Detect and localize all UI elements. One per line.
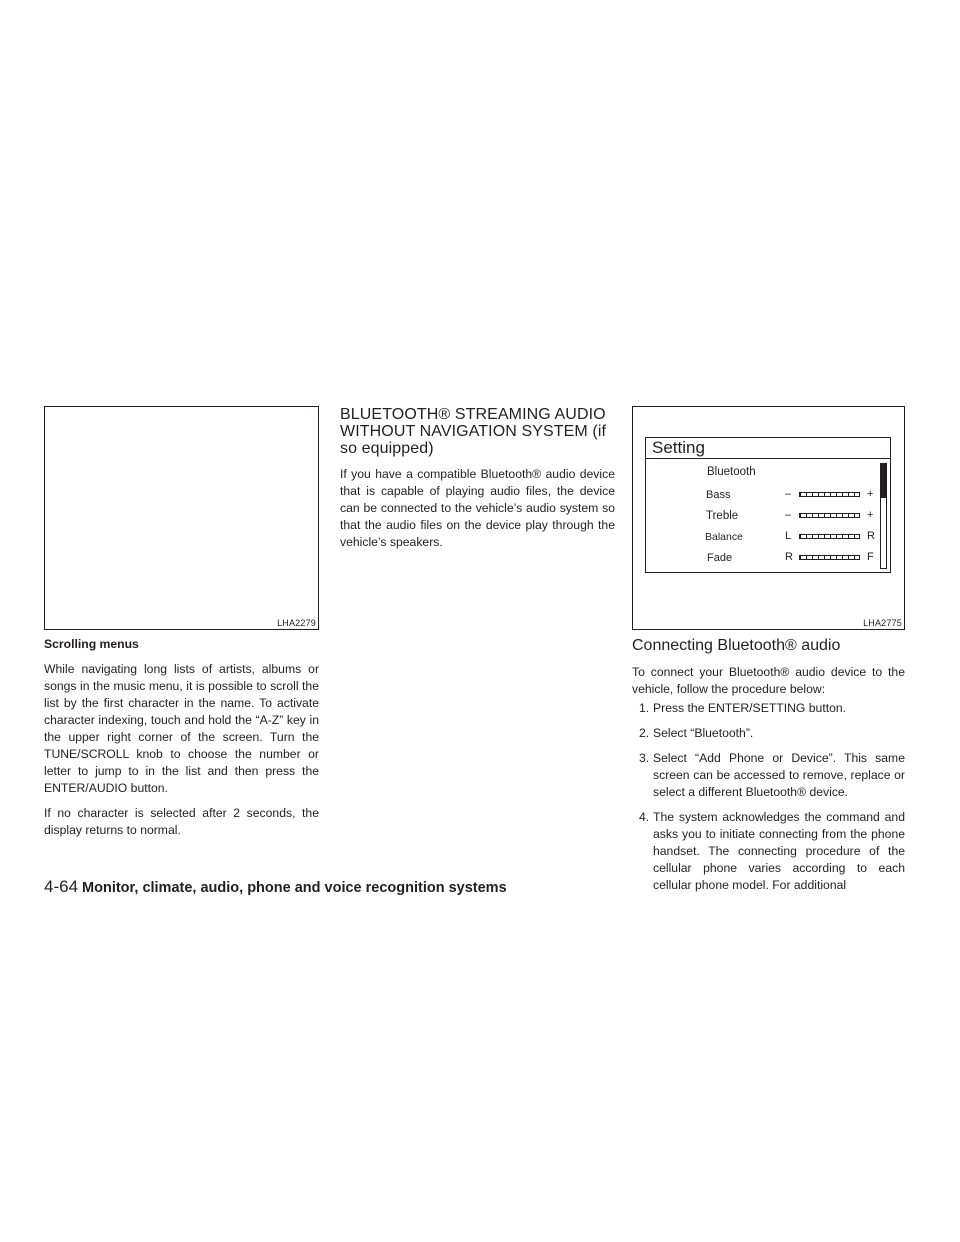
setting-screen bbox=[645, 437, 891, 573]
paragraph: If you have a compatible Bluetooth® audio device that is capable of playing audio files, the device can be connected to the vehicle’s audio system so that the audio files on the device play through the vehicle’s speakers. bbox=[340, 467, 615, 549]
setting-row-label: Fade bbox=[707, 552, 733, 564]
minus-icon: – bbox=[785, 488, 792, 500]
scrollbar[interactable] bbox=[880, 463, 887, 569]
setting-row-bass[interactable] bbox=[646, 486, 890, 504]
plus-icon: + bbox=[867, 488, 874, 500]
setting-title: Setting bbox=[652, 438, 705, 457]
step-text: The system acknowledges the command and asks you to initiate connecting from the phone handset. The connecting procedure of the cellular phone varies according to each cellular phone model. For additional bbox=[653, 810, 905, 892]
setting-title-bar bbox=[646, 438, 890, 459]
setting-row-treble[interactable] bbox=[646, 507, 890, 525]
plus-icon: + bbox=[867, 509, 874, 521]
step-item bbox=[632, 725, 905, 742]
middle-column bbox=[340, 406, 615, 559]
figure-code: LHA2279 bbox=[277, 618, 316, 628]
chapter-title: Monitor, climate, audio, phone and voice recognition systems bbox=[82, 880, 507, 896]
subsection-title: Connecting Bluetooth® audio bbox=[632, 637, 841, 654]
paragraph: If no character is selected after 2 seconds, the display returns to normal. bbox=[44, 806, 319, 837]
step-text: Select “Bluetooth”. bbox=[653, 726, 754, 740]
paragraph: To connect your Bluetooth® audio device to the vehicle, follow the procedure below: bbox=[632, 665, 905, 696]
section-title-line: WITHOUT NAVIGATION SYSTEM (if bbox=[340, 423, 607, 440]
setting-row-label: Treble bbox=[706, 510, 739, 522]
step-number: 3. bbox=[639, 751, 650, 765]
setting-row-bluetooth[interactable] bbox=[646, 463, 890, 481]
page-footer bbox=[44, 877, 507, 897]
steps-list bbox=[632, 700, 905, 894]
setting-row-label: Balance bbox=[705, 531, 743, 543]
figure-code: LHA2775 bbox=[863, 618, 902, 628]
setting-row-label: Bass bbox=[706, 489, 731, 501]
step-item bbox=[632, 700, 905, 717]
scrollbar-thumb[interactable] bbox=[881, 464, 886, 498]
balance-right-label: R bbox=[867, 530, 875, 542]
fade-rear-label: R bbox=[785, 551, 793, 563]
section-title-line: BLUETOOTH® STREAMING AUDIO bbox=[340, 406, 606, 423]
setting-row-fade[interactable] bbox=[646, 549, 890, 567]
section-title-line: so equipped) bbox=[340, 440, 434, 457]
balance-slider[interactable] bbox=[799, 534, 860, 539]
right-column bbox=[632, 637, 905, 902]
section-heading-scrolling-menus: Scrolling menus bbox=[44, 637, 139, 651]
step-number: 2. bbox=[639, 726, 650, 740]
step-item bbox=[632, 750, 905, 801]
page-number: 4-64 bbox=[44, 877, 79, 896]
fade-slider[interactable] bbox=[799, 555, 860, 560]
figure-lha2279 bbox=[44, 406, 319, 630]
minus-icon: – bbox=[785, 509, 792, 521]
setting-row-label: Bluetooth bbox=[707, 466, 756, 478]
setting-row-balance[interactable] bbox=[646, 528, 890, 546]
paragraph: While navigating long lists of artists, albums or songs in the music menu, it is possible to scroll the list by the first character in the name. To activate character indexing, touch and hold the “A-Z” key in the upper right corner of the screen. Turn the TUNE/SCROLL knob to choose the number or letter to jump to in the list and then press the ENTER/AUDIO button. bbox=[44, 662, 319, 795]
bass-slider[interactable] bbox=[799, 492, 860, 497]
left-column bbox=[44, 636, 319, 847]
step-text: Press the ENTER/SETTING button. bbox=[653, 701, 847, 715]
fade-front-label: F bbox=[867, 551, 874, 563]
step-number: 4. bbox=[639, 810, 650, 824]
balance-left-label: L bbox=[785, 530, 792, 542]
treble-slider[interactable] bbox=[799, 513, 860, 518]
section-title bbox=[340, 406, 615, 457]
step-number: 1. bbox=[639, 701, 650, 715]
step-text: Select “Add Phone or Device”. This same screen can be accessed to remove, replace or select a different Bluetooth® device. bbox=[653, 751, 905, 799]
step-item bbox=[632, 809, 905, 894]
